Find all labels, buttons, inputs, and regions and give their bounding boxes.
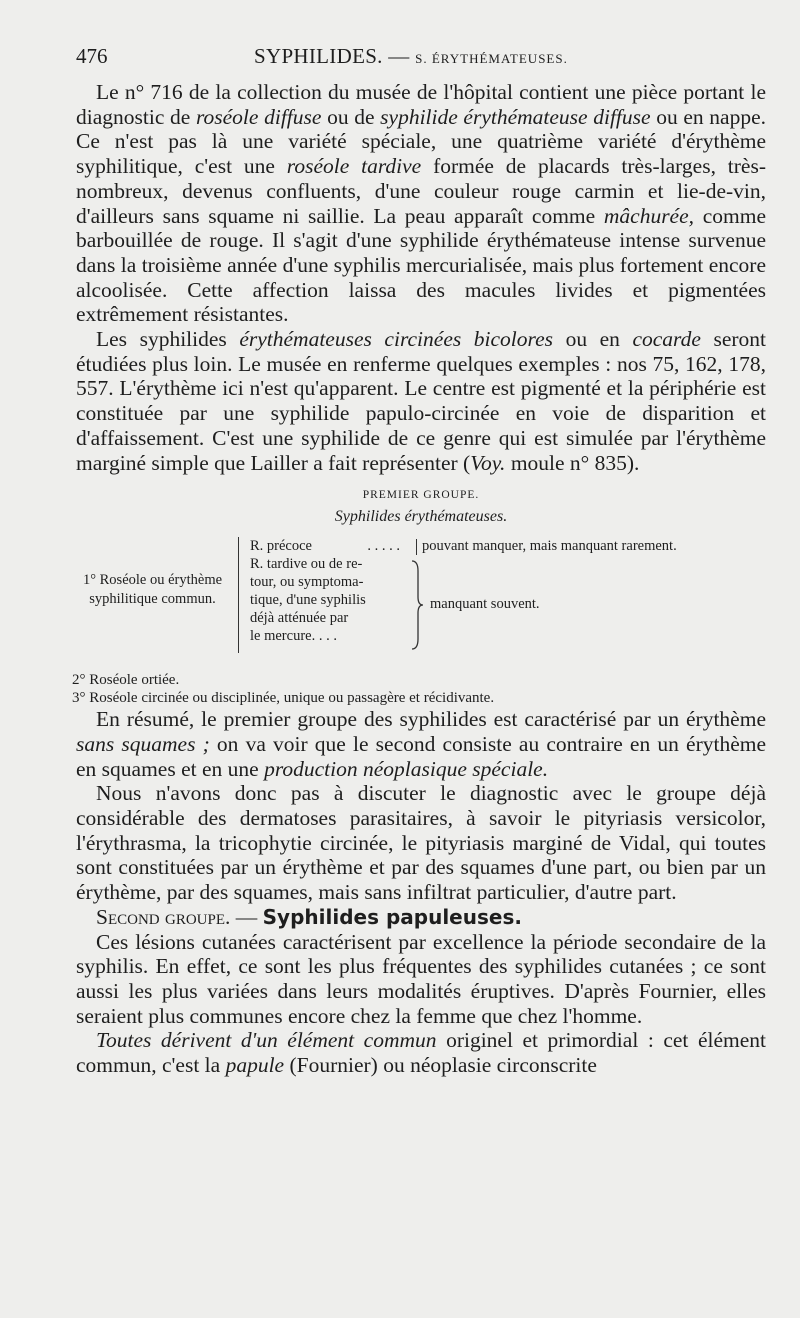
italic-run: érythémateuses circinées bicolores <box>239 327 554 352</box>
text-run: seront étudiées plus loin. Le musée en renferme quelques exemples : nos 75, 162, 178, 557. L'érythème ici n'est qu'apparent. Le centre est pigmenté et la périphérie est constituée par une syphilide papulo-circinée en voie de disparition et d'affaissement. C'est une syphilide de ce genre qui est simulée par l'érythème marginé simple que Lailler a fait représenter ( <box>76 327 767 475</box>
group-title: PREMIER GROUPE. <box>362 489 480 502</box>
table-middle-row: tique, d'une syphilis <box>250 592 366 609</box>
italic-run: mâchurée, <box>603 203 695 228</box>
footnotes <box>72 671 766 707</box>
table-middle-row: déjà atténuée par <box>250 610 349 627</box>
page-number: 476 <box>76 44 108 68</box>
text-run: En résumé, le premier groupe des syphilides est caractérisé par un érythème <box>96 707 766 732</box>
table-right-2: manquant souvent. <box>430 596 540 613</box>
vertical-bar <box>416 539 417 555</box>
paragraph-5: Ces lésions cutanées caractérisent par excellence la période secondaire de la syphilis. En effet, ce sont les plus fréquentes des syphilides cutanées ; ce sont aussi les plus variées dans leurs modalités éruptives. D'après Fournier, elles seraient plus communes encore chez la femme que chez l'homme. <box>76 929 766 1028</box>
text-run: Les syphilides <box>96 327 240 352</box>
paragraph-1 <box>76 80 766 327</box>
section-label: Second groupe. <box>96 904 231 929</box>
text-run: ou en <box>553 327 633 352</box>
text-run: Le n° 716 de la collection du musée de l'hôpital contient une pièce portant le diagnostic de <box>76 80 766 129</box>
running-header <box>76 44 760 74</box>
italic-run: production néoplasique spéciale. <box>264 756 549 781</box>
right-brace <box>410 559 424 651</box>
footnote-2: 2° Roséole ortiée. <box>72 672 180 689</box>
italic-run: Voy. <box>470 450 506 475</box>
table-right-1: pouvant manquer, mais manquant rarement. <box>422 538 677 555</box>
paragraph-2 <box>76 327 766 475</box>
text-run: comme barbouillée de rouge. Il s'agit d'une syphilide érythémateuse intense survenue dans la troisième année d'une syphilis mercurialisée, mais plus fortement encore alcoolisée. Cette affection laissa des macules livides et pigmentées extrêmement résistantes. <box>76 203 766 327</box>
text-run: ou de <box>321 104 381 129</box>
text-run: ou en nappe. Ce n'est pas là une variété spéciale, une quatrième variété d'érythème syphilitique, c'est une <box>76 104 767 179</box>
classification-table <box>70 537 766 665</box>
second-group-heading <box>76 905 766 930</box>
table-middle-row: R. tardive ou de re- <box>250 556 363 573</box>
text-run: formée de placards très-larges, très-nombreux, devenus confluents, d'une couleur rouge carmin et lie-de-vin, d'ailleurs sans squame ni saillie. La peau apparaît comme <box>76 154 766 228</box>
running-title-main: SYPHILIDES. — <box>254 44 416 68</box>
text-run: on va voir que le second consiste au contraire en un érythème en squames et en une <box>76 731 767 781</box>
paragraph-4: Nous n'avons donc pas à discuter le diagnostic avec le groupe déjà considérable des dermatoses parasitaires, à savoir le pityriasis versicolor, l'érythrasma, la tricophytie circinée, le pityriasis marginé de Vidal, qui toutes sont constituées par un érythème et par des squames d'une part, ou bien par un érythème, par des squames, mais sans infiltrat particulier, d'autre part. <box>76 781 766 905</box>
table-middle <box>250 537 400 645</box>
text-run: originel et primordial : cet élément commun, c'est la <box>76 1028 766 1078</box>
italic-run: papule <box>225 1053 285 1078</box>
table-cell: R. précoce <box>250 538 312 555</box>
left-brace <box>238 537 245 653</box>
table-middle-row: tour, ou symptoma- <box>250 574 364 591</box>
paragraph-6 <box>76 1028 766 1077</box>
table-left-label <box>70 571 235 609</box>
text-run: (Fournier) ou néoplasie circonscrite <box>284 1053 597 1078</box>
italic-run: roséole tardive <box>286 154 422 179</box>
italic-run: sans squames ; <box>76 731 210 756</box>
body-text <box>72 80 767 1078</box>
paragraph-3 <box>76 707 766 781</box>
table-left-line: syphilitique commun. <box>89 591 216 608</box>
dash: — <box>230 904 263 929</box>
italic-run: Toutes dérivent d'un élément commun <box>96 1028 437 1053</box>
italic-run: syphilide érythémateuse diffuse <box>380 104 651 129</box>
table-left-line: 1° Roséole ou érythème <box>82 572 223 589</box>
table-middle-row <box>250 537 400 555</box>
italic-run: roséole diffuse <box>195 104 322 129</box>
footnote-3: 3° Roséole circinée ou disciplinée, unique ou passagère et récidivante. <box>72 690 495 707</box>
text-run: moule n° 835). <box>505 450 640 475</box>
group-subtitle: Syphilides érythémateuses. <box>334 508 508 526</box>
running-title <box>254 44 568 69</box>
table-middle-row: le mercure. . . . <box>250 628 337 645</box>
running-title-small: S. ÉRYTHÉMATEUSES. <box>415 51 568 66</box>
italic-run: cocarde <box>632 327 701 352</box>
section-title: Syphilides papuleuses. <box>262 904 522 929</box>
table-dots: . . . . . <box>367 538 400 555</box>
